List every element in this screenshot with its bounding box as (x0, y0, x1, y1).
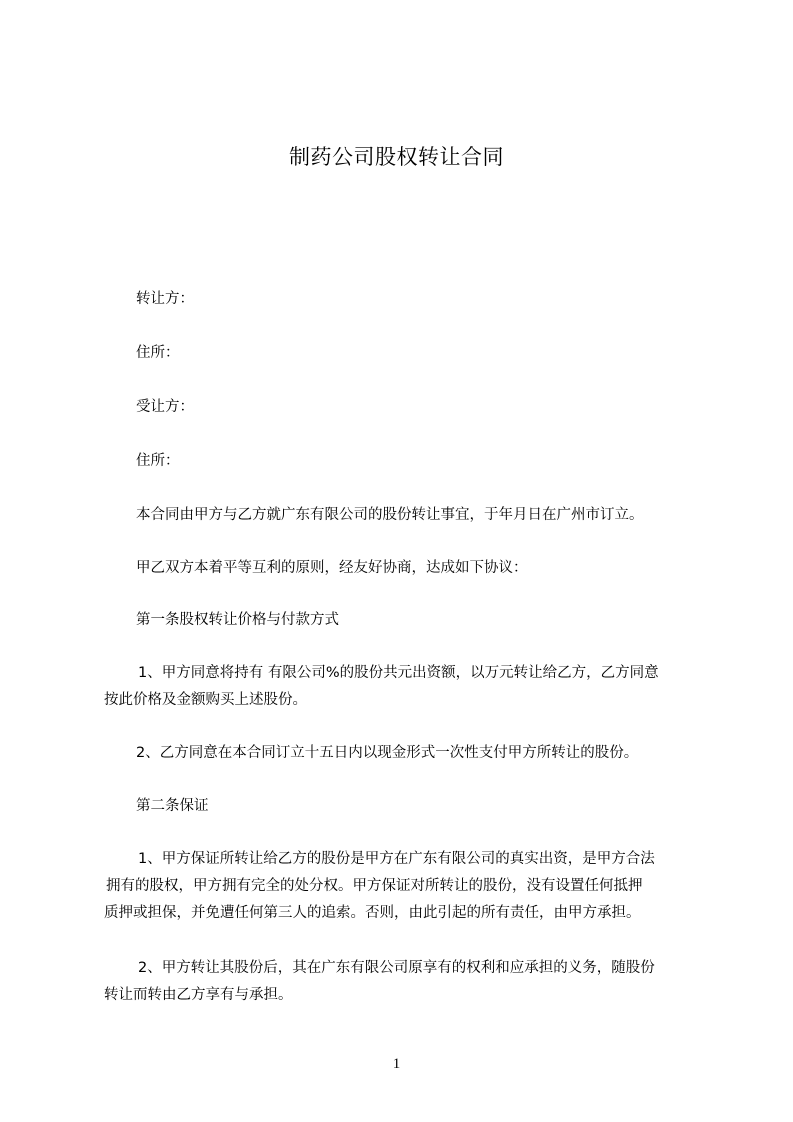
contract-intro-paragraph: 本合同由甲方与乙方就广东有限公司的股份转让事宜，于年月日在广州市订立。 (136, 507, 644, 523)
article-1-clause-1-line-1: 1、甲方同意将持有 有限公司%的股份共元出资额，以万元转让给乙方，乙方同意 (138, 665, 659, 681)
article-2-clause-1-line-3: 质押或担保，并免遭任何第三人的追索。否则，由此引起的所有责任，由甲方承担。 (104, 905, 641, 921)
article-1-clause-2: 2、乙方同意在本合同订立十五日内以现金形式一次性支付甲方所转让的股份。 (136, 745, 639, 761)
transferor-address-field: 住所： (136, 345, 180, 361)
article-2-clause-1-line-2: 拥有的股权，甲方拥有完全的处分权。甲方保证对所转让的股份，没有设置任何抵押 (106, 878, 643, 894)
page-number: 1 (392, 1056, 401, 1072)
transferee-field: 受让方： (136, 399, 194, 415)
transferor-field: 转让方： (136, 291, 194, 307)
article-2-clause-2-line-2: 转让而转由乙方享有与承担。 (104, 987, 293, 1003)
agreement-intro-paragraph: 甲乙双方本着平等互利的原则，经友好协商，达成如下协议： (136, 560, 528, 576)
document-title: 制药公司股权转让合同 (289, 145, 504, 169)
article-1-clause-1-line-2: 按此价格及金额购买上述股份。 (104, 692, 307, 708)
article-2-clause-2-line-1: 2、甲方转让其股份后，其在广东有限公司原享有的权利和应承担的义务，随股份 (138, 960, 655, 976)
article-1-heading: 第一条股权转让价格与付款方式 (136, 612, 339, 628)
article-2-heading: 第二条保证 (136, 798, 209, 814)
transferee-address-field: 住所： (136, 453, 180, 469)
article-2-clause-1-line-1: 1、甲方保证所转让给乙方的股份是甲方在广东有限公司的真实出资，是甲方合法 (138, 851, 655, 867)
